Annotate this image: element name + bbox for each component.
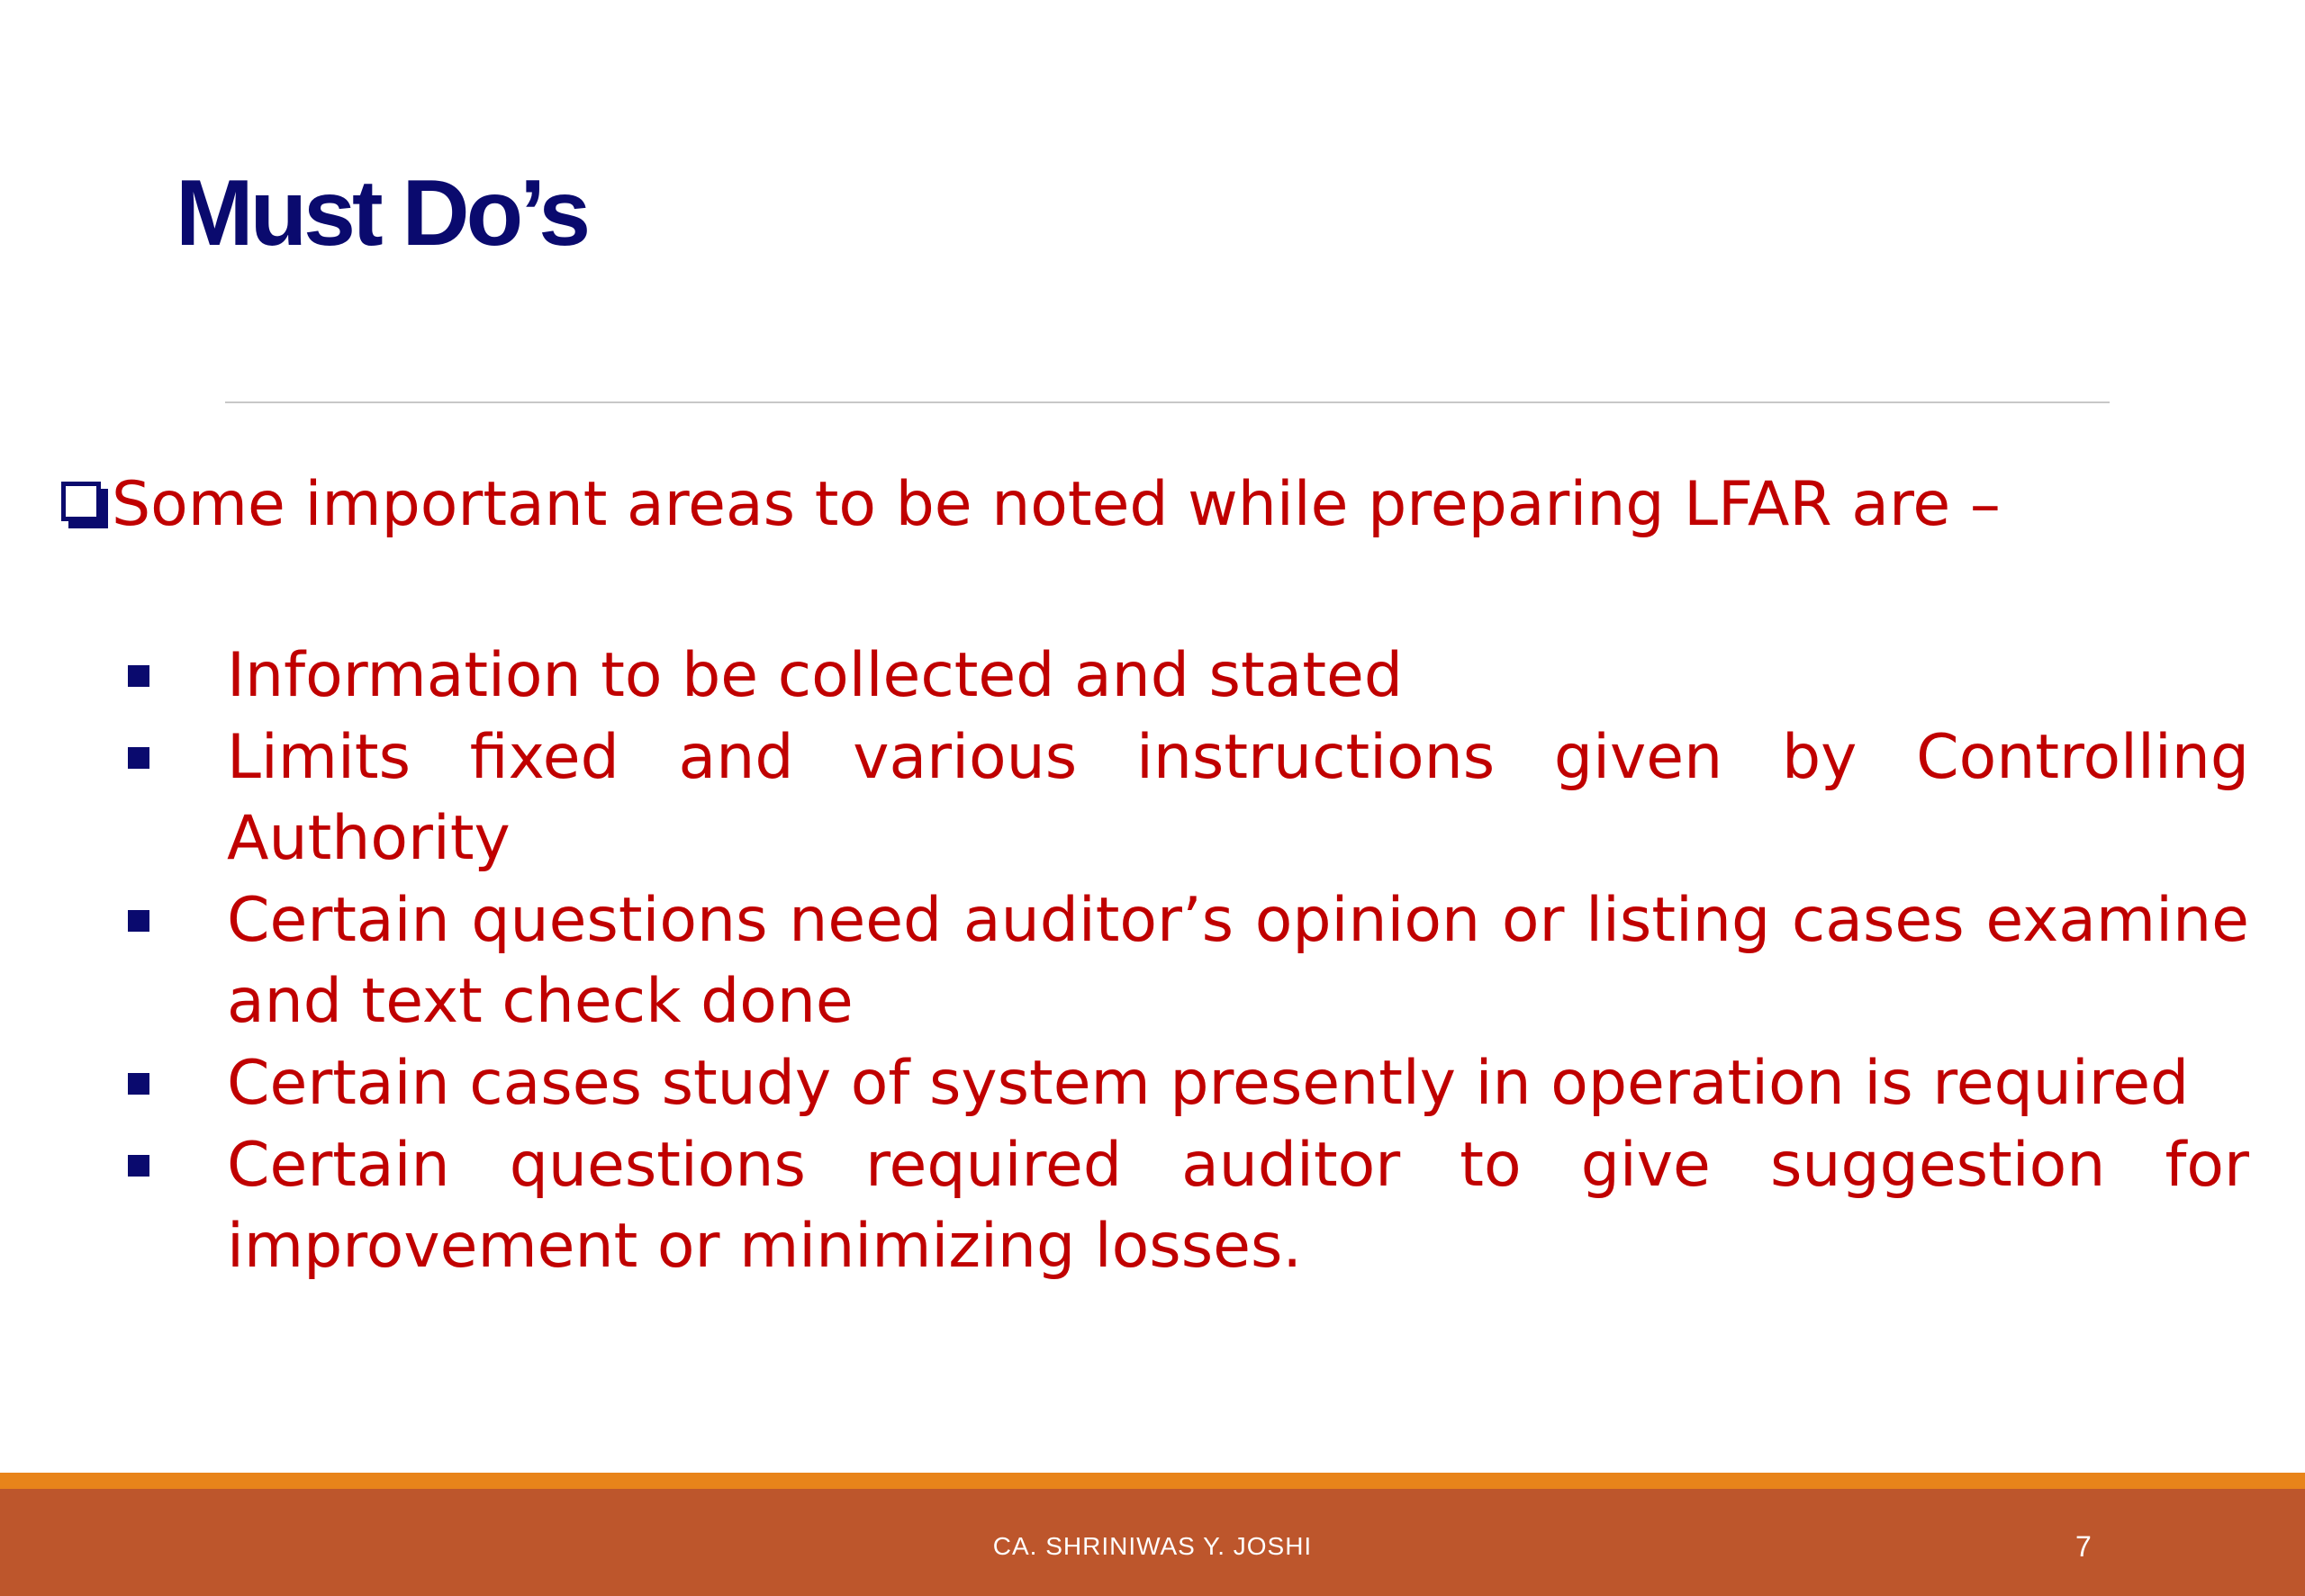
checkbox-bullet-icon: [61, 482, 108, 528]
bullet-text: Limits fixed and various instructions given by Controlling Authority: [227, 722, 2249, 874]
square-bullet-icon: [128, 665, 149, 687]
square-bullet-icon: [128, 1073, 149, 1095]
footer-author: CA. SHRINIWAS Y. JOSHI: [992, 1532, 1313, 1560]
bullet-text: Certain questions required auditor to give suggestion for improvement or minimizing losses.: [227, 1130, 2249, 1282]
slide-title: Must Do’s: [176, 161, 588, 266]
square-bullet-icon: [128, 910, 149, 932]
square-bullet-icon: [128, 747, 149, 769]
bullet-item: [126, 1125, 2249, 1287]
bullet-item: [126, 1043, 2249, 1124]
bullet-item: [126, 880, 2249, 1042]
footer-accent-line: [0, 1473, 2305, 1489]
intro-text: Some important areas to be noted while preparing LFAR are –: [112, 469, 2001, 540]
title-divider: [225, 401, 2110, 403]
page-number: 7: [2075, 1530, 2092, 1563]
bullet-text: Information to be collected and stated: [227, 640, 1403, 711]
bullet-text: Certain questions need auditor’s opinion or listing cases examine and text check done: [227, 885, 2249, 1037]
intro-line: [61, 468, 2001, 542]
bullet-item: [126, 717, 2249, 879]
square-bullet-icon: [128, 1155, 149, 1177]
bullet-text: Certain cases study of system presently in operation is required: [227, 1048, 2190, 1119]
bullet-item: [126, 636, 2249, 717]
bullet-list: [126, 636, 2249, 1288]
